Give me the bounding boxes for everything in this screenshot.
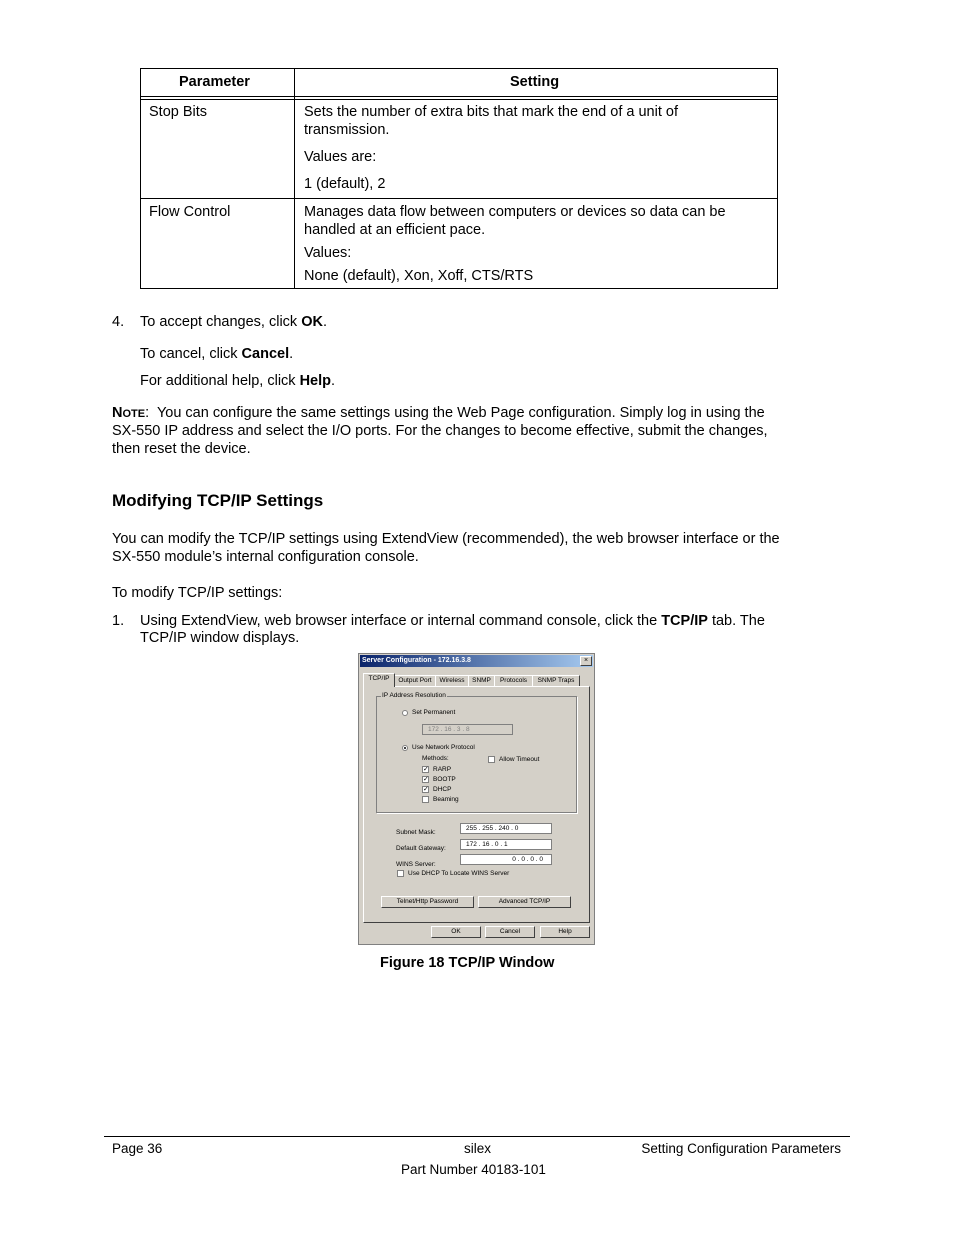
tcpip-dialog <box>358 653 595 945</box>
table-header-rule <box>141 96 777 100</box>
gateway-field[interactable]: 172 . 16 . 0 . 1 <box>460 839 552 850</box>
figure-caption: Figure 18 TCP/IP Window <box>380 955 555 971</box>
dialog-title: Server Configuration - 172.16.3.8 <box>362 657 471 664</box>
table-row-setting-line: transmission. <box>304 122 390 138</box>
table-row-setting-line: 1 (default), 2 <box>304 176 386 192</box>
group-label: IP Address Resolution <box>382 692 446 699</box>
use-dhcp-wins-label: Use DHCP To Locate WINS Server <box>408 870 510 877</box>
set-permanent-label: Set Permanent <box>412 709 456 716</box>
table-header-setting: Setting <box>510 74 560 90</box>
table-row-setting-line: None (default), Xon, Xoff, CTS/RTS <box>304 268 534 284</box>
table-row-setting-line: handled at an efficient pace. <box>304 222 486 238</box>
dhcp-label: DHCP <box>433 786 452 793</box>
allow-timeout-label: Allow Timeout <box>499 756 540 763</box>
advanced-tcpip-button[interactable]: Advanced TCP/IP <box>478 896 571 908</box>
beaming-checkbox[interactable] <box>422 796 429 803</box>
intro-line: SX-550 module’s internal configuration console. <box>112 549 419 565</box>
rarp-checkbox[interactable]: ✓ <box>423 766 429 773</box>
close-icon[interactable]: × <box>580 656 592 666</box>
cancel-button[interactable]: Cancel <box>485 926 535 938</box>
intro-line: You can modify the TCP/IP settings using ExtendView (recommended), the web browser interface or the <box>112 531 780 547</box>
section-heading: Modifying TCP/IP Settings <box>112 491 324 510</box>
wins-field[interactable]: 0 . 0 . 0 . 0 <box>460 854 552 865</box>
footer-rule <box>104 1136 850 1137</box>
table-row-param: Stop Bits <box>149 104 208 120</box>
allow-timeout-checkbox[interactable] <box>488 756 495 763</box>
subnet-field[interactable]: 255 . 255 . 240 . 0 <box>460 823 552 834</box>
step1-text: Using ExtendView, web browser interface or internal command console, click the TCP/IP tab. The <box>140 613 765 629</box>
rarp-label: RARP <box>433 766 452 773</box>
ok-button[interactable]: OK <box>431 926 481 938</box>
beaming-label: Beaming <box>433 796 459 803</box>
dialog-titlebar <box>360 655 593 667</box>
table-row-divider <box>141 198 777 199</box>
table-row-setting-line: Sets the number of extra bits that mark the end of a unit of <box>304 104 678 120</box>
step-number: 1. <box>112 613 125 629</box>
tab-snmp-traps[interactable]: SNMP Traps <box>532 675 580 686</box>
footer-section: Setting Configuration Parameters <box>641 1141 841 1156</box>
table-header-parameter: Parameter <box>179 74 250 90</box>
use-dhcp-wins-checkbox[interactable] <box>397 870 404 877</box>
permanent-ip-field[interactable]: 172 . 16 . 3 . 8 <box>422 724 513 735</box>
tab-snmp[interactable]: SNMP <box>468 675 495 686</box>
footer-page: Page 36 <box>112 1141 163 1156</box>
step4-text: To accept changes, click OK. <box>140 314 327 330</box>
use-network-label: Use Network Protocol <box>412 744 475 751</box>
methods-label: Methods: <box>422 755 449 762</box>
tab-tcpip[interactable]: TCP/IP <box>363 673 395 687</box>
wins-label: WINS Server: <box>396 861 436 868</box>
footer-company: silex <box>464 1141 492 1156</box>
ip-resolution-group <box>376 692 577 813</box>
bootp-checkbox[interactable]: ✓ <box>423 776 429 783</box>
note-line: SX-550 IP address and select the I/O ports. For the changes to become effective, submit the changes, <box>112 423 768 439</box>
gateway-label: Default Gateway: <box>396 845 446 852</box>
bootp-label: BOOTP <box>433 776 456 783</box>
help-button[interactable]: Help <box>540 926 590 938</box>
note-line: NOTE: You can configure the same settings using the Web Page configuration. Simply log in using the <box>112 405 765 421</box>
step-number: 4. <box>112 314 125 330</box>
tab-output-port[interactable]: Output Port <box>394 675 436 686</box>
set-permanent-radio[interactable] <box>402 710 408 716</box>
table-row-param: Flow Control <box>149 204 231 220</box>
tab-wireless[interactable]: Wireless <box>435 675 469 686</box>
telnet-password-button[interactable]: Telnet/Http Password <box>381 896 474 908</box>
table-row-setting-line: Values are: <box>304 149 377 165</box>
to-modify-text: To modify TCP/IP settings: <box>112 585 283 601</box>
help-text: For additional help, click Help. <box>140 373 336 389</box>
dhcp-checkbox[interactable]: ✓ <box>423 786 429 793</box>
table-column-divider <box>294 69 295 288</box>
tab-protocols[interactable]: Protocols <box>494 675 533 686</box>
note-line: then reset the device. <box>112 441 251 457</box>
footer-part-number: Part Number 40183-101 <box>401 1162 546 1177</box>
step1-text-line2: TCP/IP window displays. <box>140 630 300 646</box>
use-network-radio[interactable] <box>402 745 408 751</box>
cancel-text: To cancel, click Cancel. <box>140 346 294 362</box>
subnet-label: Subnet Mask: <box>396 829 436 836</box>
parameter-table <box>140 68 778 289</box>
table-row-setting-line: Values: <box>304 245 352 261</box>
table-row-setting-line: Manages data flow between computers or devices so data can be <box>304 204 726 220</box>
